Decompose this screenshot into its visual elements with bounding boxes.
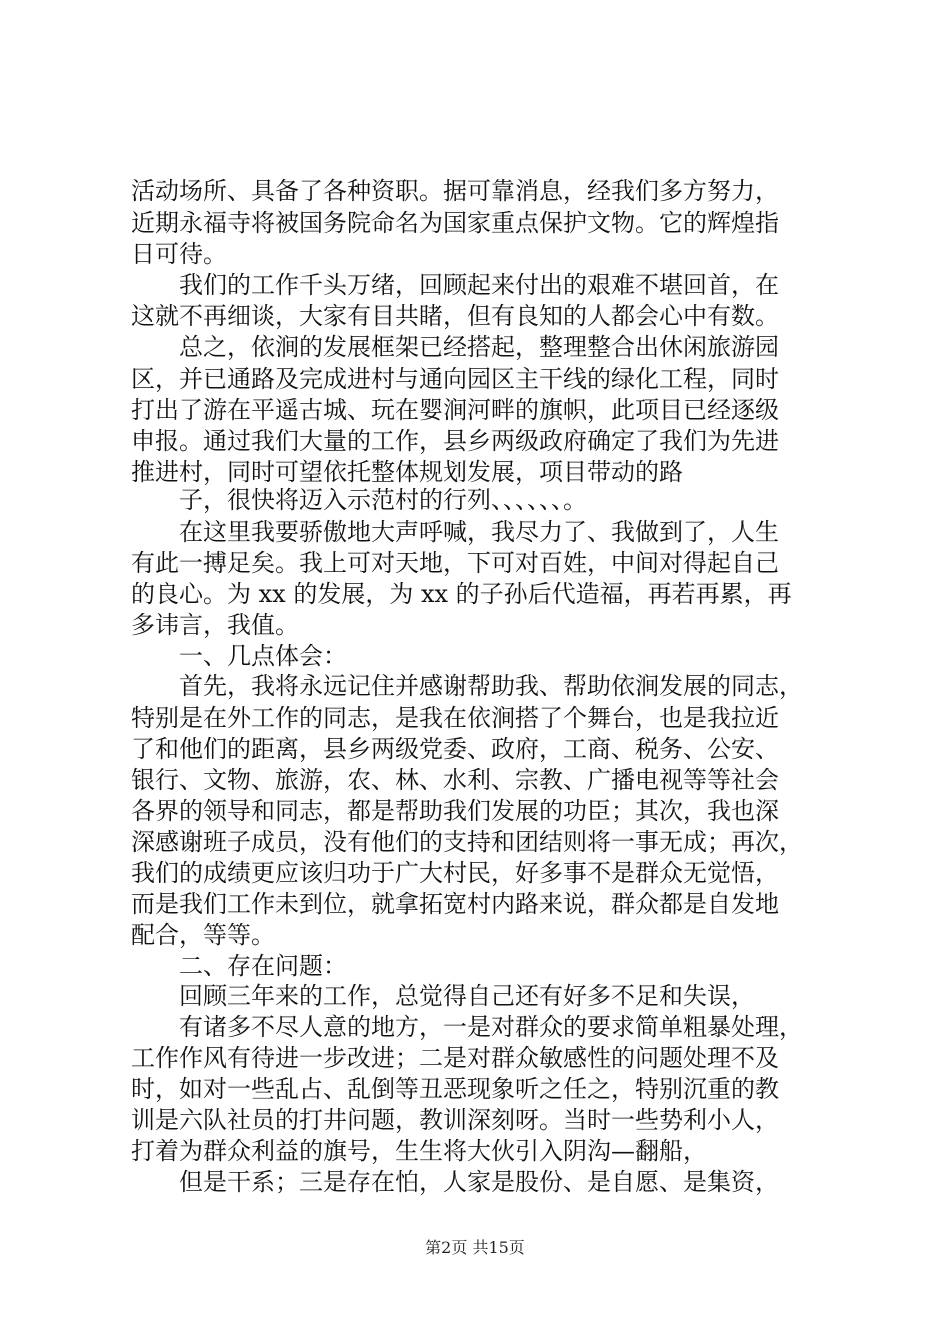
text-line: 而是我们工作未到位，就拿拓宽村内路来说，群众都是自发地 xyxy=(131,890,779,918)
text-line: 这就不再细谈，大家有目共睹，但有良知的人都会心中有数。 xyxy=(131,302,779,330)
text-line: 多讳言，我值。 xyxy=(131,611,299,639)
text-line: 首先，我将永远记住并感谢帮助我、帮助依涧发展的同志， xyxy=(179,672,803,700)
text-line: 的良心。为 xx 的发展，为 xx 的子孙后代造福，再若再累，再 xyxy=(131,580,792,608)
text-line: 在这里我要骄傲地大声呼喊，我尽力了、我做到了，人生 xyxy=(179,518,779,546)
text-line: 银行、文物、旅游，农、林、水利、宗教、广播电视等等社会 xyxy=(131,766,779,794)
text-line: 特别是在外工作的同志，是我在依涧搭了个舞台，也是我拉近 xyxy=(131,704,779,732)
text-line: 子，很快将迈入示范村的行列、、、、、、。 xyxy=(179,486,587,514)
text-line: 打着为群众利益的旗号，生生将大伙引入阴沟—翻船， xyxy=(131,1137,707,1165)
text-line: 时，如对一些乱占、乱倒等丑恶现象听之任之，特别沉重的教 xyxy=(131,1075,779,1103)
text-line: 配合，等等。 xyxy=(131,921,275,949)
text-line: 了和他们的距离，县乡两级党委、政府，工商、税务、公安、 xyxy=(131,735,779,763)
section-heading: 一、几点体会： xyxy=(179,642,347,670)
text-line: 各界的领导和同志，都是帮助我们发展的功臣；其次，我也深 xyxy=(131,797,779,825)
text-line: 近期永福寺将被国务院命名为国家重点保护文物。它的辉煌指 xyxy=(131,209,779,237)
text-line: 打出了游在平遥古城、玩在婴涧河畔的旗帜，此项目已经逐级 xyxy=(131,396,779,424)
text-line: 我们的工作千头万绪，回顾起来付出的艰难不堪回首，在 xyxy=(179,271,779,299)
text-line: 申报。通过我们大量的工作，县乡两级政府确定了我们为先进 xyxy=(131,427,779,455)
text-line: 回顾三年来的工作，总觉得自己还有好多不足和失误， xyxy=(179,982,755,1010)
text-line: 训是六队社员的打井问题，教训深刻呀。当时一些势利小人， xyxy=(131,1106,779,1134)
text-line: 活动场所、具备了各种资职。据可靠消息，经我们多方努力， xyxy=(131,177,779,205)
text-line: 深感谢班子成员，没有他们的支持和团结则将一事无成；再次， xyxy=(131,828,803,856)
text-line: 区，并已通路及完成进村与通向园区主干线的绿化工程，同时 xyxy=(131,365,779,393)
section-heading: 二、存在问题： xyxy=(179,952,347,980)
text-line: 但是干系；三是存在怕，人家是股份、是自愿、是集资， xyxy=(179,1168,779,1196)
text-line: 有此一搏足矣。我上可对天地，下可对百姓，中间对得起自己 xyxy=(131,549,779,577)
text-line: 我们的成绩更应该归功于广大村民，好多事不是群众无觉悟， xyxy=(131,859,779,887)
text-line: 有诸多不尽人意的地方，一是对群众的要求简单粗暴处理， xyxy=(179,1013,803,1041)
page-number-footer: 第2页 共15页 xyxy=(425,1238,525,1257)
text-line: 日可待。 xyxy=(131,240,227,268)
text-line: 总之，依涧的发展框架已经搭起，整理整合出休闲旅游园 xyxy=(179,333,779,361)
text-line: 推进村，同时可望依托整体规划发展，项目带动的路 xyxy=(131,458,683,486)
text-line: 工作作风有待进一步改进；二是对群众敏感性的问题处理不及 xyxy=(131,1044,779,1072)
